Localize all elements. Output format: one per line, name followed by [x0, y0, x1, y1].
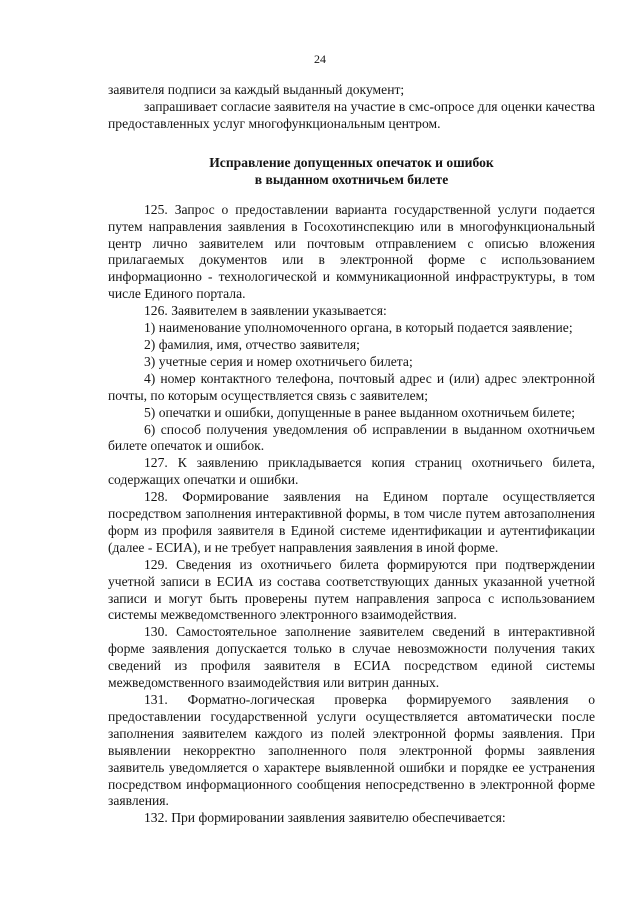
paragraph-130: 130. Самостоятельное заполнение заявителем сведений в интерактивной форме заявления допускается только в случае невозможности получения таких сведений из профиля заявителя в ЕСИА посредством единой системы межведомственного взаимодействия или витрин данных. — [108, 624, 595, 691]
paragraph-125: 125. Запрос о предоставлении варианта государственной услуги подается путем направления заявления в Госохотинспекцию или в многофункциональный центр лично заявителем или почтовым отправлением с описью вложения прилагаемых документов или в электронной форме с использованием информационно - технологической и коммуникационной инфраструктуры, в том числе Единого портала. — [108, 201, 595, 302]
text-line: заявителя подписи за каждый выданный документ; — [108, 82, 405, 97]
list-item-6: 6) способ получения уведомления об исправлении в выданном охотничьем билете опечаток и ошибок. — [108, 421, 595, 454]
document-body — [108, 82, 595, 827]
list-item-4: 4) номер контактного телефона, почтовый адрес и (или) адрес электронной почты, по которым осуществляется связь с заявителем; — [108, 370, 595, 403]
page-number: 24 — [314, 52, 326, 66]
list-item-2: 2) фамилия, имя, отчество заявителя; — [144, 336, 360, 352]
section-heading — [108, 154, 595, 188]
section-heading-line: в выданном охотничьем билете — [254, 171, 449, 187]
list-item-3: 3) учетные серия и номер охотничьего билета; — [144, 353, 413, 369]
paragraph-127: 127. К заявлению прикладывается копия страниц охотничьего билета, содержащих опечатки и ошибки. — [108, 455, 595, 488]
paragraph-131: 131. Форматно-логическая проверка формируемого заявления о предоставлении государственной услуги осуществляется автоматически после заполнения заявителем каждого из полей электронной формы заявления. При выявлении некорректно заполненного поля электронной формы заявления заявитель уведомляется о характере выявленной ошибки и порядке ее устранения посредством информационного сообщения непосредственно в электронной форме заявления. — [108, 692, 595, 809]
section-heading-line: Исправление допущенных опечаток и ошибок — [209, 154, 494, 170]
list-item-1: 1) наименование уполномоченного органа, в который подается заявление; — [144, 320, 573, 336]
paragraph-129: 129. Сведения из охотничьего билета формируются при подтверждении учетной записи в ЕСИА из состава соответствующих данных указанной учетной записи и могут быть проверены путем направления запроса с использованием системы межведомственного электронного взаимодействия. — [108, 556, 595, 623]
paragraph-126: 126. Заявителем в заявлении указывается: — [144, 303, 387, 319]
paragraph-132: 132. При формировании заявления заявителю обеспечивается: — [144, 810, 506, 826]
list-item-5: 5) опечатки и ошибки, допущенные в ранее выданном охотничьем билете; — [144, 404, 576, 420]
paragraph-128: 128. Формирование заявления на Едином портале осуществляется посредством заполнения интерактивной формы, в том числе путем автозаполнения форм из профиля заявителя в Единой системе идентификации и аутентификации (далее - ЕСИА), и не требует направления заявления в иной форме. — [108, 489, 595, 555]
text-line: запрашивает согласие заявителя на участие в смс-опросе для оценки качества предоставленных услуг многофункциональным центром. — [108, 98, 595, 131]
